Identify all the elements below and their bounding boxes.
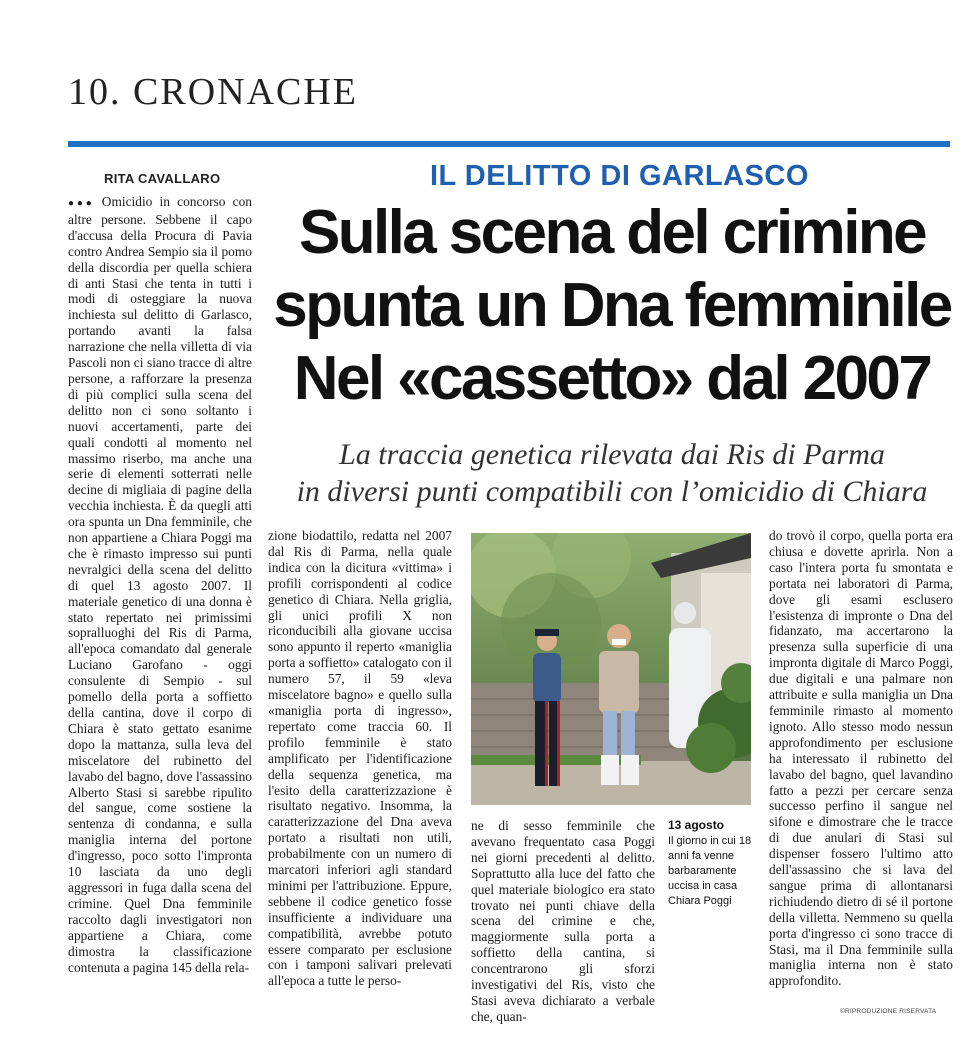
article-column-2: zione biodattilo, redatta nel 2007 dal Ris di Parma, nella quale indica con la dicitura «vittima» i profili corrispondenti al codice genetico di Chiara. Nella griglia, gli unici profili X non riconducibili alla giovane uccisa sono appunto il reperto «maniglia porta a soffietto» catalogato con il numero 57, il 59 «leva miscelatore bagno» e quello sulla «maniglia porta di ingresso», repertato come traccia 60. Il profilo femminile è stato amplificato per l'identificazione della sequenza genetica, ma l'esito della caratterizzazione è risultato negativo. Insomma, la caratterizzazione del Dna aveva portato a risultati non utili, probabilmente con un numero di marcatori inferiori agli standard minimi per l'attribuzione. Eppure, sebbene il codice genetico fosse insufficiente a individuare una compatibilità, avrebbe potuto essere comparato per esclusione con i tamponi salivari prelevati all'epoca a tutte le perso- <box>268 528 452 989</box>
subheadline-line: La traccia genetica rilevata dai Ris di Parma <box>339 438 885 471</box>
article-column-4: do trovò il corpo, quella porta era chiusa e dovette aprirla. Non a caso l'intera porta fu smontata e portata nei laboratori di Parma, dove gli esami esclusero l'esistenza di impronte o Dna del fidanzato, ma accertarono la presenza sulla superficie di una impronta digitale di Marco Poggi, due digitali e una palmare non attribuite e sulla maniglia un Dna femminile rimasto al momento ignoto. Allo stesso modo nessun approfondimento per esclusione ha interessato il rubinetto del lavabo del bagno, quel lavandino fatto a pezzi per cercare senza successo perfino il sangue nel sifone e dimostrare che le tracce di due anulari di Stasi sul dispenser fossero l'ultimo atto dell'assassino che si lava del sangue prima di allontanarsi richiudendo dietro di sé il portone della villetta. Nemmeno su quella porta d'ingresso ci sono tracce di Stasi, ma il Dna femminile sulla maniglia interna non è stato approfondito. <box>769 528 953 989</box>
article-column-1 <box>68 194 252 1024</box>
headline-line: Sulla scena del crimine <box>299 198 925 267</box>
copyright-credit: ©RIPRODUZIONE RISERVATA <box>840 1008 937 1015</box>
headline-line: spunta un Dna femminile <box>273 271 951 340</box>
bullet-marker: ●●● <box>68 198 95 209</box>
photo-caption-title: 13 agosto <box>668 818 725 832</box>
column-text: Omicidio in concorso con altre persone. Sebbene il capo d'accusa della Procura di Pavia contro Andrea Sempio sia il pomo della discordia per quella schiera di anti Stasi che tenta in tutti i modi di osteggiare la nuova inchiesta sul delitto di Garlasco, portando avanti la falsa narrazione che nella villetta di via Pascoli non ci siano tracce di altre persone, a rafforzare la presenza di più complici sulla scena del delitto non ci sono soltanto i nuovi accertamenti, parte dei quali condotti al momento nel massimo riserbo, ma anche una serie di elementi sotterrati nelle decine di migliaia di pagine della vecchia inchiesta. È da quegli atti ora spunta un Dna femminile, che non appartiene a Chiara Poggi ma che è rimasto impresso sui punti nevralgici della scena del delitto di quel 13 agosto 2007. Il materiale genetico di una donna è stato repertato nei primissimi sopralluoghi del Ris di Parma, all'epoca comandato dal generale Luciano Garofano - oggi consulente di Sempio - sul pomello della porta a soffietto della cantina, dove il corpo di Chiara è stato gettato esanime dopo la mattanza, sulla leva del miscelatore del rubinetto del lavabo del bagno, dove l'assassino Alberto Stasi si sarebbe ripulito del sangue, come sostiene la sentenza di condanna, e sulla maniglia interna del portone d'ingresso, poco sotto l'impronta 10 lasciata da uno degli aggressori in fuga dalla scena del crimine. Quel Dna femminile raccolto dagli investigatori non appartiene a Chiara, come dimostra la classificazione contenuta a pagina 145 della rela- <box>68 194 252 975</box>
kicker: IL DELITTO DI GARLASCO <box>430 160 809 192</box>
section-title: 10. CRONACHE <box>68 71 359 113</box>
article-column-3: ne di sesso femminile che avevano frequentato casa Poggi nei giorni precedenti al delitto. Soprattutto alla luce del fatto che quel materiale biologico era stato trovato nei punti chiave della scena del crimine e che, maggiormente sulla porta a soffietto della cantina, si concentrarono gli sforzi investigativi del Ris, visto che Stasi aveva dichiarato a verbale che, quan- <box>471 818 655 1024</box>
crime-scene-photo <box>471 533 751 805</box>
subheadline-line: in diversi punti compatibili con l’omicidio di Chiara <box>296 475 928 508</box>
photo-caption-text: Il giorno in cui 18 anni fa venne barbaramente uccisa in casa Chiara Poggi <box>668 835 752 907</box>
headline <box>262 196 962 415</box>
headline-line: Nel «cassetto» dal 2007 <box>293 344 931 413</box>
subheadline <box>262 436 962 510</box>
author-byline: RITA CAVALLARO <box>104 171 221 186</box>
section-rule <box>68 141 950 147</box>
